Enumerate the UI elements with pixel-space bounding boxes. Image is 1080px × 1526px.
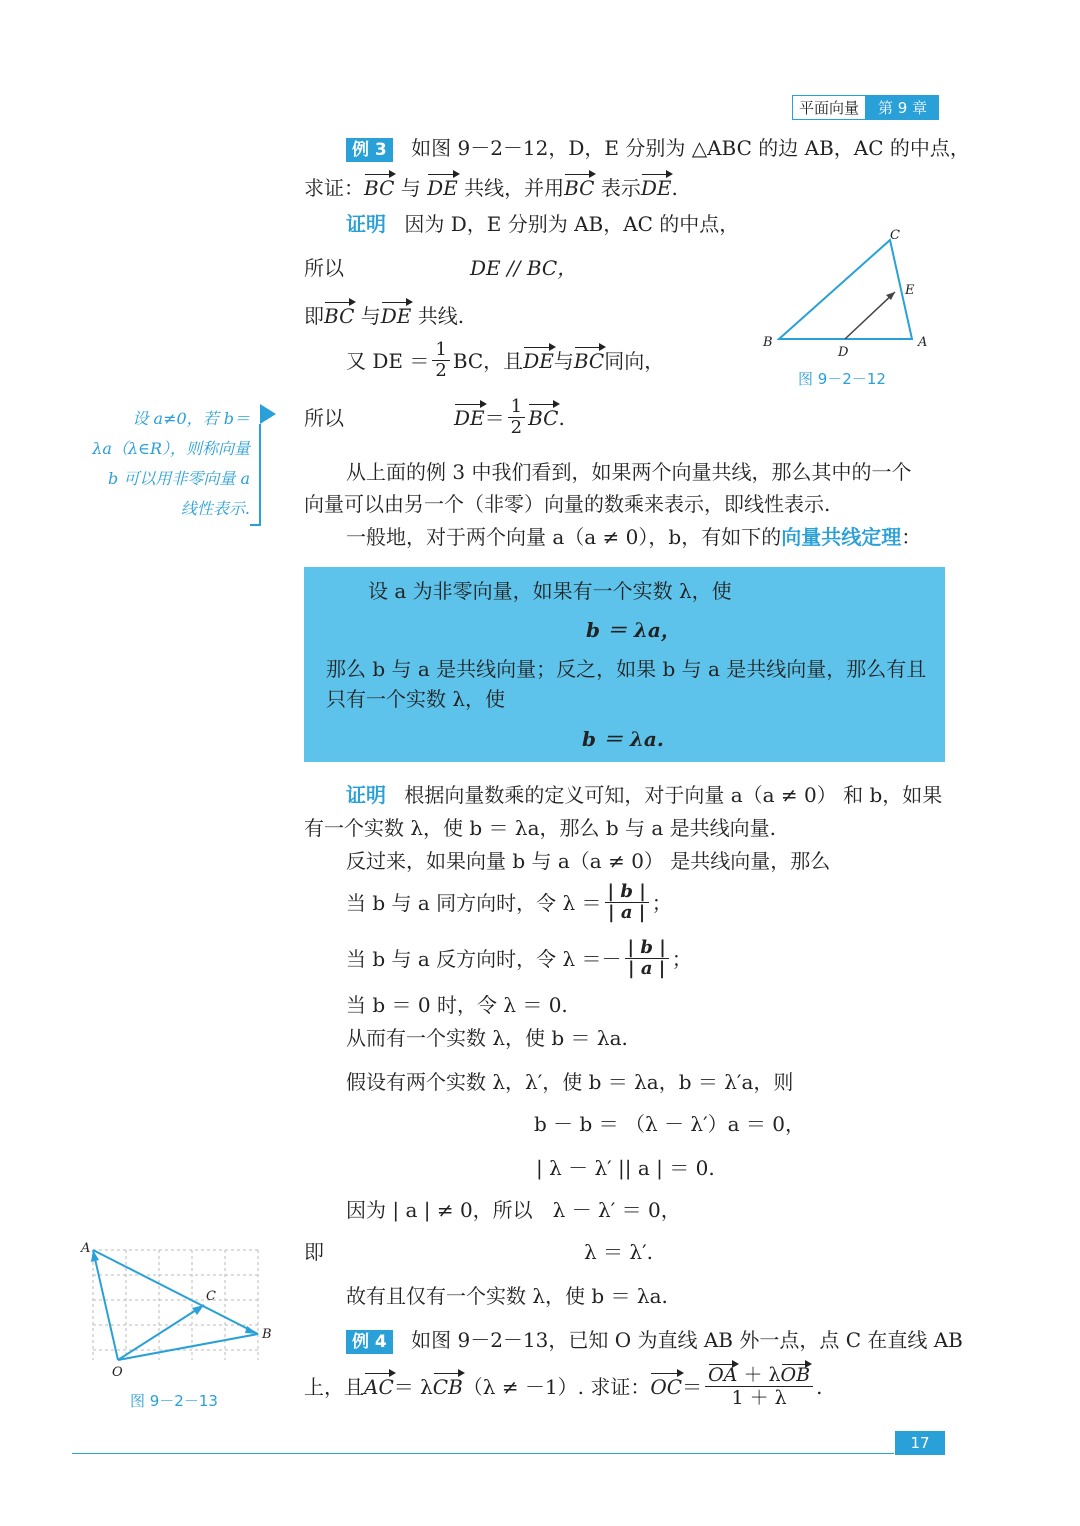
example4-line2: 上，且 AC ＝ λ CB （λ ≠ －1）. 求证： OC ＝ $\frac{\text{OA ＋ λOB}}{1 + \lambda}$ . bbox=[304, 1364, 823, 1409]
para1-line2: 向量可以由另一个（非零）向量的数乘来表示，即线性表示. bbox=[304, 492, 831, 516]
proof2-eq2: | λ － λ′ || a | ＝ 0. bbox=[536, 1156, 715, 1180]
para2-line: 一般地，对于两个向量 a（a ≠ 0），b，有如下的向量共线定理： bbox=[346, 525, 922, 549]
proof2-line4: 从而有一个实数 λ，使 b ＝ λa. bbox=[346, 1026, 628, 1050]
fraction-half: $\frac{1}{2}$ bbox=[432, 340, 449, 381]
vector-oc: OC bbox=[650, 1374, 683, 1399]
so2-label: 所以 bbox=[304, 406, 344, 430]
proof2-case3: 当 b ＝ 0 时，令 λ ＝ 0. bbox=[346, 993, 568, 1017]
so2-expr: DE ＝ $\frac{1}{2}$ BC . bbox=[454, 396, 565, 438]
theorem-line3: 只有一个实数 λ，使 bbox=[326, 687, 506, 711]
example3-proof-line: 证明 因为 D，E 分别为 AB，AC 的中点， bbox=[346, 212, 740, 236]
theorem-line1: 设 a 为非零向量，如果有一个实数 λ，使 bbox=[368, 579, 732, 603]
example4-line1: 例 4 如图 9－2－13，已知 O 为直线 AB 外一点，点 C 在直线 AB bbox=[346, 1326, 963, 1354]
label-o: O bbox=[112, 1365, 123, 1380]
label-c: C bbox=[890, 228, 900, 243]
vector-bc: BC bbox=[364, 176, 395, 200]
example4-tag: 例 4 bbox=[346, 1330, 393, 1354]
label-b: B bbox=[262, 1327, 272, 1342]
page-number: 17 bbox=[895, 1431, 945, 1455]
theorem-name: 向量共线定理 bbox=[781, 525, 902, 549]
so1-label: 所以 bbox=[304, 256, 344, 280]
vector-cb: CB bbox=[432, 1374, 463, 1399]
example3-line2: 求证：BC 与 DE 共线，并用BC 表示DE. bbox=[304, 176, 678, 200]
side-note-bracket-icon bbox=[248, 402, 280, 532]
label-a: A bbox=[918, 335, 928, 350]
proof2-ie: 即 bbox=[304, 1240, 324, 1264]
also-line: 又 DE ＝ $\frac{1}{2}$ BC，且 DE 与 BC 同向， bbox=[346, 339, 665, 381]
section-title: 平面向量 bbox=[792, 95, 866, 120]
proof2-case2: 当 b 与 a 反方向时，令 λ ＝－ $\frac{| b |}{| a |}$ ； bbox=[346, 937, 692, 979]
example3-tag: 例 3 bbox=[346, 138, 393, 162]
proof2-line2: 有一个实数 λ，使 b ＝ λa，那么 b 与 a 是共线向量. bbox=[304, 816, 777, 840]
figure-9-2-13 bbox=[78, 1240, 278, 1380]
label-d: D bbox=[838, 345, 849, 360]
figure-9-2-12 bbox=[755, 222, 945, 360]
proof2-case1: 当 b 与 a 同方向时，令 λ ＝ $\frac{| b |}{| a |}$ ； bbox=[346, 881, 672, 923]
so1-expr: DE // BC， bbox=[470, 256, 578, 280]
running-header bbox=[792, 95, 939, 120]
proof2-line1: 证明 根据向量数乘的定义可知，对于向量 a（a ≠ 0） 和 b，如果 bbox=[346, 783, 943, 807]
proof2-line5: 假设有两个实数 λ，λ′，使 b ＝ λa，b ＝ λ′a，则 bbox=[346, 1070, 794, 1094]
theorem-line2: 那么 b 与 a 是共线向量；反之，如果 b 与 a 是共线向量，那么有且 bbox=[326, 657, 927, 681]
label-a: A bbox=[81, 1241, 91, 1256]
theorem-eq2: b ＝ λa. bbox=[582, 727, 664, 751]
label-c: C bbox=[206, 1289, 216, 1304]
proof2-line3: 反过来，如果向量 b 与 a（a ≠ 0） 是共线向量，那么 bbox=[346, 849, 831, 873]
vector-ac: AC bbox=[364, 1374, 394, 1399]
proof2-line6: 因为 | a | ≠ 0，所以 λ － λ′ ＝ 0， bbox=[346, 1198, 681, 1222]
theorem-eq1: b ＝ λa， bbox=[586, 618, 681, 642]
proof-label: 证明 bbox=[346, 212, 386, 236]
ie-line: 即BC 与DE 共线. bbox=[304, 304, 465, 328]
chapter-badge: 第 9 章 bbox=[866, 95, 939, 120]
proof2-line7: 故有且仅有一个实数 λ，使 b ＝ λa. bbox=[346, 1284, 668, 1308]
figure-caption-12: 图 9－2－12 bbox=[798, 370, 886, 388]
theorem-box bbox=[304, 567, 945, 762]
proof2-eq3: λ ＝ λ′. bbox=[584, 1240, 653, 1264]
label-b: B bbox=[763, 335, 773, 350]
footer-rule bbox=[72, 1453, 894, 1454]
para1-line1: 从上面的例 3 中我们看到，如果两个向量共线，那么其中的一个 bbox=[346, 460, 912, 484]
example3-line1: 例 3 如图 9－2－12，D，E 分别为 △ABC 的边 AB，AC 的中点， bbox=[346, 134, 970, 162]
vector-de: DE bbox=[427, 176, 458, 200]
proof2-eq1: b － b ＝ （λ － λ′）a ＝ 0， bbox=[534, 1112, 806, 1136]
figure-caption-13: 图 9－2－13 bbox=[130, 1392, 218, 1410]
side-note: 设 a≠0，若 b＝ λa（λ∈R），则称向量 b 可以用非零向量 a 线性表示. bbox=[92, 409, 250, 518]
proof2-label: 证明 bbox=[346, 783, 386, 807]
label-e: E bbox=[905, 283, 915, 298]
